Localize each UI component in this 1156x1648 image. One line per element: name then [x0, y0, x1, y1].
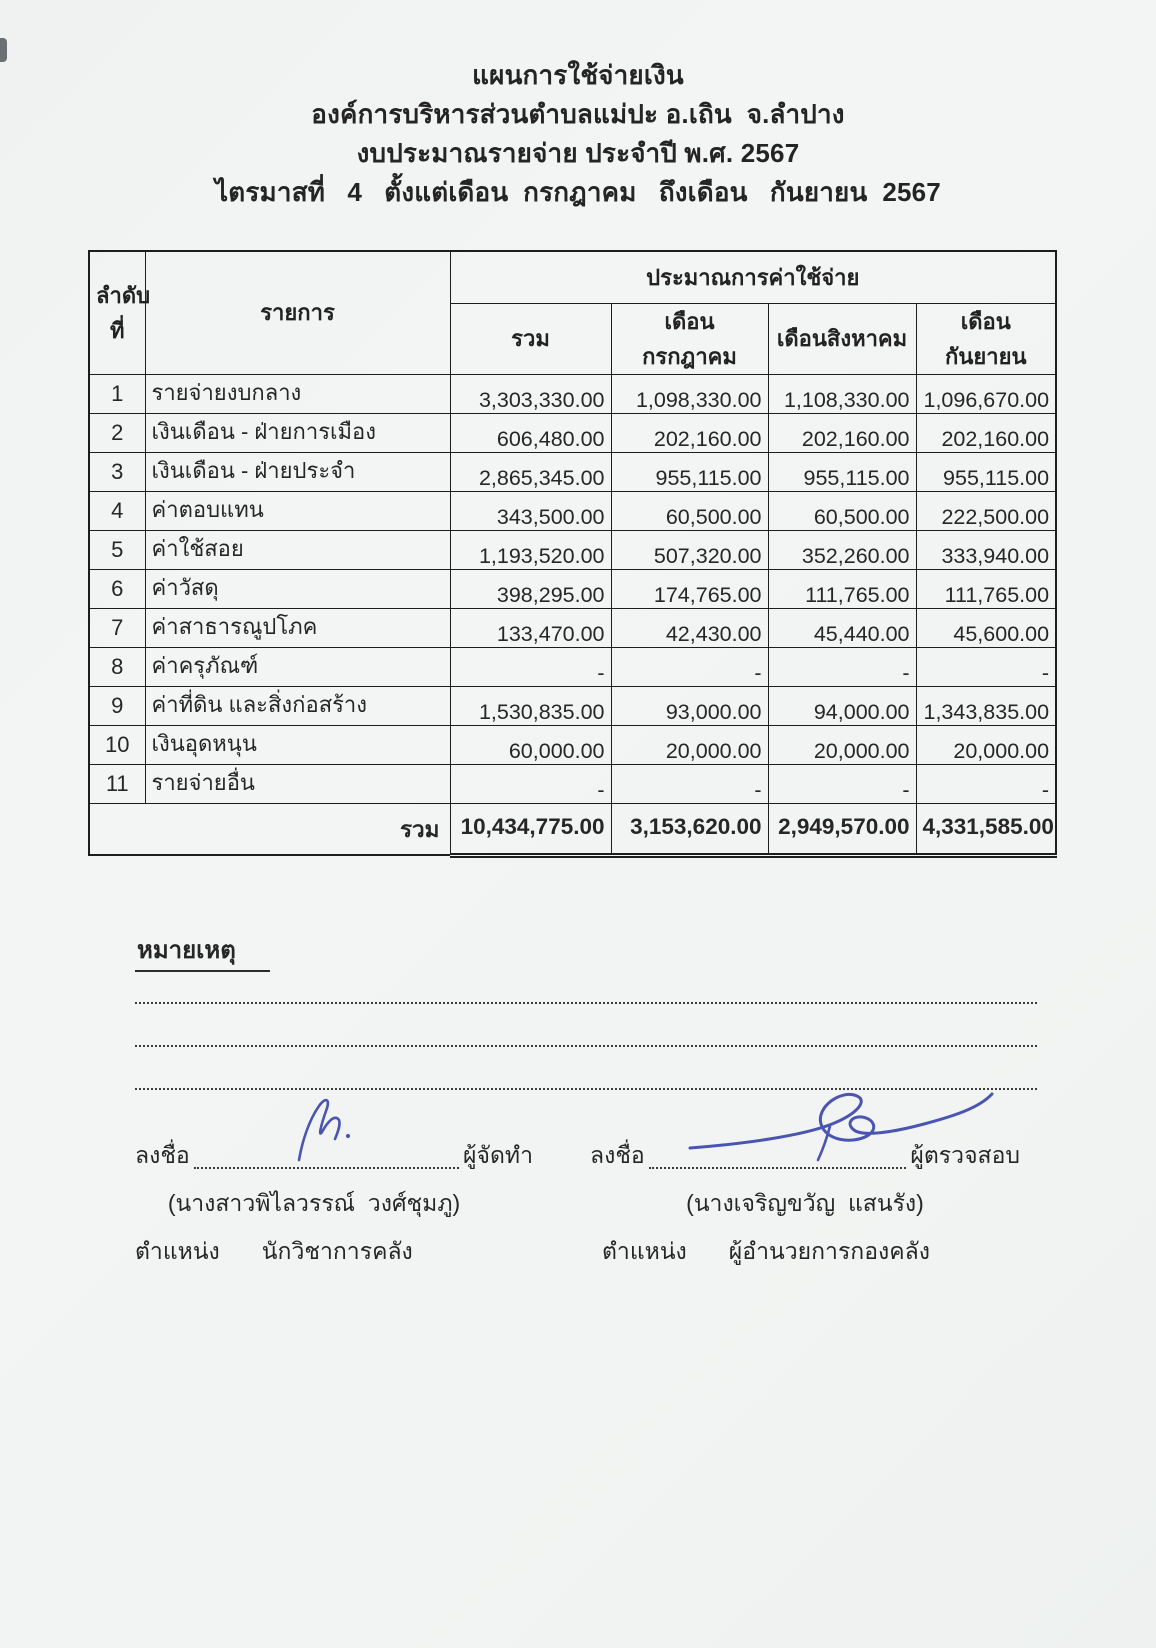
- row-item-cell: รายจ่ายอื่น: [145, 764, 450, 803]
- maker-sign-label: ลงชื่อ: [135, 1141, 190, 1168]
- row-total-cell: -: [450, 764, 611, 803]
- row-july-cell: 42,430.00: [611, 608, 768, 647]
- row-item-cell: ค่าวัสดุ: [145, 569, 450, 608]
- table-row: [89, 725, 1056, 764]
- row-august-cell: 202,160.00: [768, 413, 916, 452]
- row-august-cell: 352,260.00: [768, 530, 916, 569]
- total-september-value: 4,331,585.00: [916, 803, 1056, 855]
- column-header-expense-group: ประมาณการค่าใช้จ่าย: [450, 251, 1056, 303]
- row-july-cell: 955,115.00: [611, 452, 768, 491]
- maker-role-label: ผู้จัดทำ: [463, 1141, 533, 1168]
- row-total-cell: 3,303,330.00: [450, 374, 611, 413]
- row-item-cell: ค่าใช้สอย: [145, 530, 450, 569]
- row-order-cell: 3: [89, 452, 145, 491]
- row-order-cell: 7: [89, 608, 145, 647]
- total-row-spacer: [89, 803, 145, 855]
- verifier-sign-label: ลงชื่อ: [590, 1141, 645, 1168]
- row-august-cell: 60,500.00: [768, 491, 916, 530]
- table-row: [89, 491, 1056, 530]
- signature-section: [135, 1141, 1156, 1270]
- maker-name: (นางสาวพิไลวรรณ์ วงศ์ชุมภู): [167, 1189, 461, 1216]
- organization-name: องค์การบริหารส่วนตำบลแม่ปะ อ.เถิน จ.ลำปาง: [311, 99, 845, 129]
- row-september-cell: 955,115.00: [916, 452, 1056, 491]
- table-row: [89, 686, 1056, 725]
- table-header-row-1: [89, 251, 1056, 303]
- row-august-cell: 20,000.00: [768, 725, 916, 764]
- table-row: [89, 764, 1056, 803]
- document-header: [0, 0, 1156, 212]
- row-order-cell: 11: [89, 764, 145, 803]
- maker-position-label: ตำแหน่ง: [135, 1237, 220, 1264]
- total-sum-value: 10,434,775.00: [450, 803, 611, 855]
- expense-plan-table: [88, 250, 1057, 858]
- row-july-cell: 20,000.00: [611, 725, 768, 764]
- quarter-period-line: ไตรมาสที่ 4 ตั้งแต่เดือน กรกฎาคม ถึงเดือน กันยายน 2567: [215, 177, 941, 207]
- table-row: [89, 569, 1056, 608]
- total-july-value: 3,153,620.00: [611, 803, 768, 855]
- note-line-1: [135, 1002, 1037, 1004]
- row-july-cell: 1,098,330.00: [611, 374, 768, 413]
- row-item-cell: เงินเดือน - ฝ่ายประจำ: [145, 452, 450, 491]
- row-august-cell: 955,115.00: [768, 452, 916, 491]
- row-item-cell: ค่าสาธารณูปโภค: [145, 608, 450, 647]
- row-august-cell: 94,000.00: [768, 686, 916, 725]
- table-row: [89, 452, 1056, 491]
- row-september-cell: 1,096,670.00: [916, 374, 1056, 413]
- row-september-cell: 1,343,835.00: [916, 686, 1056, 725]
- row-item-cell: รายจ่ายงบกลาง: [145, 374, 450, 413]
- row-item-cell: ค่าที่ดิน และสิ่งก่อสร้าง: [145, 686, 450, 725]
- total-august-value: 2,949,570.00: [768, 803, 916, 855]
- table-row: [89, 413, 1056, 452]
- row-order-cell: 4: [89, 491, 145, 530]
- row-total-cell: 1,530,835.00: [450, 686, 611, 725]
- column-header-total: รวม: [450, 303, 611, 374]
- row-july-cell: 93,000.00: [611, 686, 768, 725]
- row-total-cell: -: [450, 647, 611, 686]
- row-order-cell: 9: [89, 686, 145, 725]
- table-body: [89, 374, 1056, 803]
- verifier-sign-line: [590, 1141, 1020, 1174]
- row-july-cell: 507,320.00: [611, 530, 768, 569]
- row-september-cell: -: [916, 764, 1056, 803]
- row-august-cell: -: [768, 647, 916, 686]
- row-total-cell: 606,480.00: [450, 413, 611, 452]
- row-order-cell: 2: [89, 413, 145, 452]
- maker-sign-dotted-line: [194, 1167, 459, 1169]
- column-header-item: รายการ: [145, 251, 450, 374]
- row-september-cell: 202,160.00: [916, 413, 1056, 452]
- table-row: [89, 608, 1056, 647]
- table-row: [89, 647, 1056, 686]
- verifier-sign-dotted-line: [649, 1167, 907, 1169]
- verifier-signature-block: [590, 1141, 1020, 1270]
- column-header-august: เดือนสิงหาคม: [768, 303, 916, 374]
- row-july-cell: 202,160.00: [611, 413, 768, 452]
- maker-signature-block: [135, 1141, 533, 1270]
- row-order-cell: 1: [89, 374, 145, 413]
- note-line-3: [135, 1088, 1037, 1090]
- column-header-september: เดือนกันยายน: [916, 303, 1056, 374]
- column-header-july: เดือนกรกฎาคม: [611, 303, 768, 374]
- maker-position-line: [135, 1234, 533, 1270]
- verifier-position-value: ผู้อำนวยการกองคลัง: [728, 1237, 930, 1264]
- verifier-name: (นางเจริญขวัญ แสนรัง): [686, 1189, 924, 1216]
- row-september-cell: 333,940.00: [916, 530, 1056, 569]
- row-item-cell: ค่าครุภัณฑ์: [145, 647, 450, 686]
- row-total-cell: 398,295.00: [450, 569, 611, 608]
- maker-position-value: นักวิชาการคลัง: [261, 1237, 413, 1264]
- row-total-cell: 2,865,345.00: [450, 452, 611, 491]
- row-september-cell: 20,000.00: [916, 725, 1056, 764]
- verifier-role-label: ผู้ตรวจสอบ: [910, 1141, 1020, 1168]
- row-july-cell: 60,500.00: [611, 491, 768, 530]
- scan-artifact: [0, 38, 7, 62]
- row-total-cell: 133,470.00: [450, 608, 611, 647]
- row-total-cell: 60,000.00: [450, 725, 611, 764]
- row-august-cell: -: [768, 764, 916, 803]
- row-order-cell: 6: [89, 569, 145, 608]
- table-row: [89, 374, 1056, 413]
- table-row: [89, 530, 1056, 569]
- row-september-cell: 222,500.00: [916, 491, 1056, 530]
- table-total-row: [89, 803, 1056, 855]
- row-august-cell: 111,765.00: [768, 569, 916, 608]
- note-line-2: [135, 1045, 1037, 1047]
- row-item-cell: เงินอุดหนุน: [145, 725, 450, 764]
- row-august-cell: 1,108,330.00: [768, 374, 916, 413]
- verifier-position-label: ตำแหน่ง: [602, 1237, 687, 1264]
- maker-sign-line: [135, 1141, 533, 1174]
- row-july-cell: -: [611, 647, 768, 686]
- row-total-cell: 343,500.00: [450, 491, 611, 530]
- row-item-cell: เงินเดือน - ฝ่ายการเมือง: [145, 413, 450, 452]
- document-title: แผนการใช้จ่ายเงิน: [472, 60, 684, 90]
- row-september-cell: -: [916, 647, 1056, 686]
- row-total-cell: 1,193,520.00: [450, 530, 611, 569]
- budget-year-line: งบประมาณรายจ่าย ประจำปี พ.ศ. 2567: [356, 138, 800, 168]
- row-august-cell: 45,440.00: [768, 608, 916, 647]
- row-order-cell: 10: [89, 725, 145, 764]
- row-july-cell: 174,765.00: [611, 569, 768, 608]
- column-header-order: ลำดับที่: [89, 251, 145, 374]
- total-row-label: รวม: [399, 816, 440, 842]
- note-label: หมายเหตุ: [135, 930, 270, 972]
- row-july-cell: -: [611, 764, 768, 803]
- row-order-cell: 5: [89, 530, 145, 569]
- row-september-cell: 111,765.00: [916, 569, 1056, 608]
- verifier-position-line: [590, 1234, 1020, 1270]
- row-order-cell: 8: [89, 647, 145, 686]
- row-september-cell: 45,600.00: [916, 608, 1056, 647]
- row-item-cell: ค่าตอบแทน: [145, 491, 450, 530]
